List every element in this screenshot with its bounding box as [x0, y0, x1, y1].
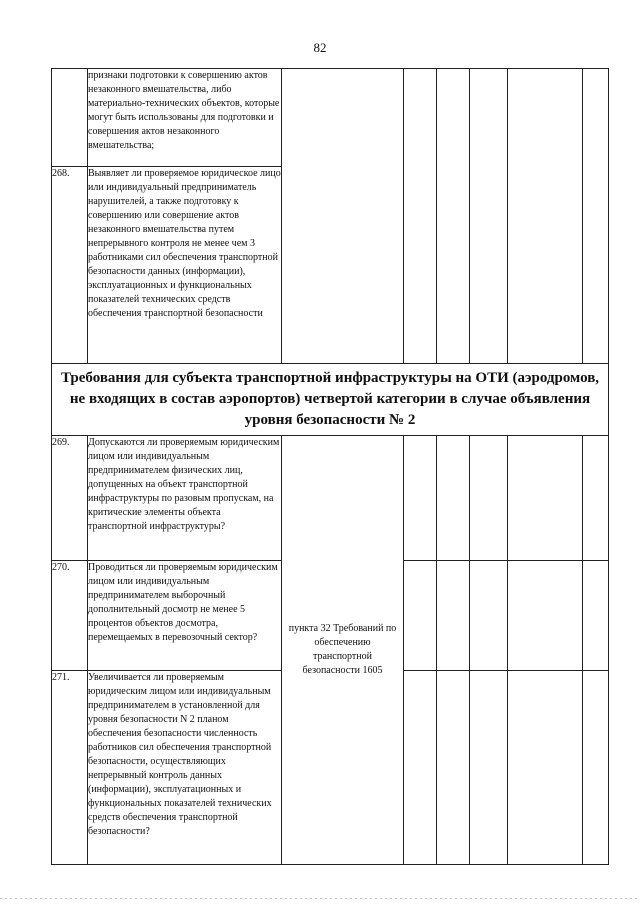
checklist-table	[51, 68, 609, 865]
row-number: 271.	[52, 671, 88, 865]
answer-no-cell	[437, 69, 470, 364]
requirement-text: Допускаются ли проверяемым юридическим лицом или индивидуальным предпринимателем физических лиц, допущенных на объект транспортной инфраструктуры по разовым пропускам, на критические элементы объекта транспортной инфраструктуры?	[88, 436, 282, 561]
requirement-text: Выявляет ли проверяемое юридическое лицо или индивидуальный предприниматель нарушителей, а также подготовку к совершению или совершение актов незаконного вмешательства путем непрерывного контроля не менее чем 3 работниками сил обеспечения транспортной безопасности данных (информации), эксплуатационных и функциональных показателей технических средств обеспечения транспортной безопасности	[88, 167, 282, 364]
answer-no-cell	[437, 561, 470, 671]
requirement-text: признаки подготовки к совершению актов незаконного вмешательства, либо материально-технических объектов, которые могут быть использованы для подготовки и совершения актов незаконного вмешательства;	[88, 69, 282, 167]
note-cell	[508, 436, 583, 561]
requirement-text: Проводиться ли проверяемым юридическим лицом или индивидуальным предпринимателем выборочный дополнительный досмотр не менее 5 процентов объектов досмотра, перемещаемых в перевозочный сектор?	[88, 561, 282, 671]
legal-basis: пункта 32 Требований по обеспечению транспортной безопасности 1605	[282, 436, 404, 865]
answer-yes-cell	[404, 671, 437, 865]
answer-no-cell	[437, 436, 470, 561]
row-number: 268.	[52, 167, 88, 364]
answer-no-cell	[437, 671, 470, 865]
answer-yes-cell	[404, 436, 437, 561]
section-title: Требования для субъекта транспортной инфраструктуры на ОТИ (аэродромов, не входящих в состав аэропортов) четвертой категории в случае объявления уровня безопасности № 2	[52, 364, 609, 436]
answer-na-cell	[470, 671, 508, 865]
row-number: 269.	[52, 436, 88, 561]
note-cell	[508, 561, 583, 671]
answer-na-cell	[470, 436, 508, 561]
table-row	[52, 436, 609, 561]
extra-cell	[583, 561, 609, 671]
note-cell	[508, 69, 583, 364]
row-number	[52, 69, 88, 167]
answer-yes-cell	[404, 561, 437, 671]
answer-yes-cell	[404, 69, 437, 364]
scan-edge	[0, 898, 640, 899]
extra-cell	[583, 69, 609, 364]
table-row	[52, 69, 609, 167]
requirement-text: Увеличивается ли проверяемым юридическим лицом или индивидуальным предпринимателем в установленной для уровня безопасности N 2 планом обеспечения безопасности численность работников сил обеспечения транспортной безопасности, осуществляющих непрерывный контроль данных (информации), эксплуатационных и функциональных показателей технических средств обеспечения транспортной безопасности?	[88, 671, 282, 865]
answer-na-cell	[470, 561, 508, 671]
row-number: 270.	[52, 561, 88, 671]
page-number: 82	[313, 40, 327, 55]
extra-cell	[583, 671, 609, 865]
section-row	[52, 364, 609, 436]
extra-cell	[583, 436, 609, 561]
legal-basis-cell	[282, 69, 404, 364]
answer-na-cell	[470, 69, 508, 364]
note-cell	[508, 671, 583, 865]
